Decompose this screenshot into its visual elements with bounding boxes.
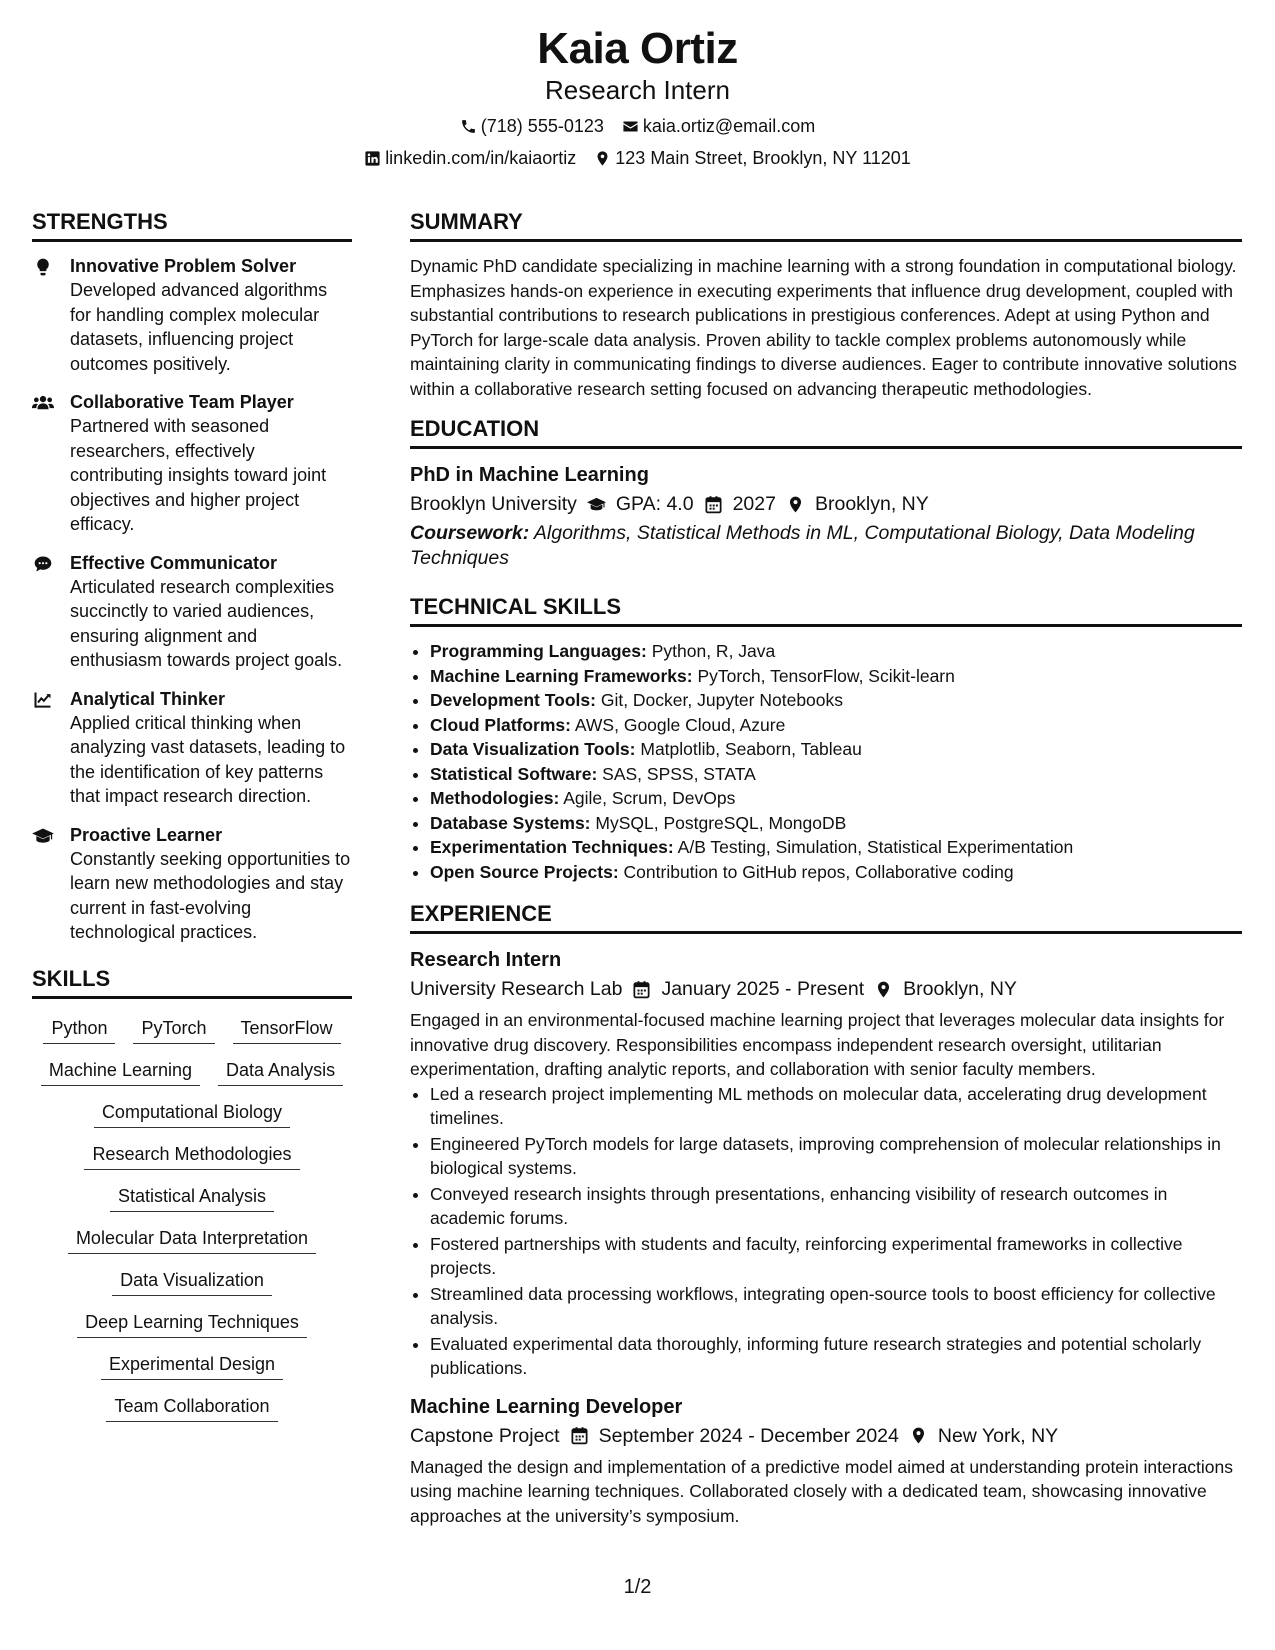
list-item: [430, 762, 1242, 787]
strength-title: Collaborative Team Player: [70, 392, 294, 412]
list-item: [430, 860, 1242, 885]
skill-category: Methodologies:: [430, 788, 560, 808]
technical-skills-heading: TECHNICAL SKILLS: [410, 593, 1242, 627]
school-name: Brooklyn University: [410, 493, 577, 515]
users-icon: [32, 390, 70, 537]
strength-item: [32, 687, 352, 809]
list-item: • Led a research project implementing ML methods on molecular data, accelerating drug development timelines.: [430, 1082, 1242, 1131]
right-column: [410, 208, 1242, 1536]
skill-tag: Statistical Analysis: [110, 1183, 274, 1212]
job-bullets: [410, 1082, 1242, 1381]
job-meta: [410, 974, 1242, 1004]
skill-tag: Data Visualization: [112, 1267, 272, 1296]
skill-values: Git, Docker, Jupyter Notebooks: [600, 690, 844, 710]
strength-description: Developed advanced algorithms for handling complex molecular datasets, influencing project outcomes positively.: [70, 280, 328, 374]
strengths-heading: STRENGTHS: [32, 208, 352, 242]
skill-category: Statistical Software:: [430, 763, 598, 784]
left-column: [32, 208, 352, 1422]
skill-category: Cloud Platforms:: [430, 714, 571, 735]
job-dates: January 2025 - Present: [661, 978, 865, 1000]
skill-values: AWS, Google Cloud, Azure: [574, 714, 786, 735]
coursework: [410, 521, 1242, 571]
list-item: [430, 713, 1242, 738]
strength-item: [32, 390, 352, 537]
strength-item: [32, 254, 352, 376]
summary-heading: SUMMARY: [410, 208, 1242, 242]
job-organization: Capstone Project: [410, 1424, 560, 1447]
list-item: • Streamlined data processing workflows, integrating open-source tools to boost efficiency for collective analysis.: [430, 1282, 1242, 1331]
skill-tag: Computational Biology: [94, 1099, 290, 1128]
technical-skills-list: [410, 639, 1242, 884]
skill-values: A/B Testing, Simulation, Statistical Experimentation: [677, 837, 1074, 857]
job-description: Engaged in an environmental-focused machine learning project that leverages molecular data insights for innovative drug discovery. Responsibilities encompass independent research oversight, utilitarian experimentation, drafting analytic reports, and collaboration with senior faculty members.: [410, 1010, 1225, 1079]
job-title: Machine Learning Developer: [410, 1395, 683, 1418]
strength-title: Proactive Learner: [70, 824, 223, 845]
skill-tag: Deep Learning Techniques: [77, 1309, 307, 1338]
skill-tag: Molecular Data Interpretation: [68, 1225, 316, 1254]
graduation-year: 2027: [732, 493, 776, 515]
page-number: 1/2: [623, 1576, 652, 1598]
linkedin-contact[interactable]: [364, 146, 576, 170]
skill-tag: Research Methodologies: [84, 1141, 299, 1170]
list-item: [430, 786, 1242, 811]
email-text[interactable]: kaia.ortiz@email.com: [642, 116, 816, 136]
skill-values: SAS, SPSS, STATA: [602, 763, 756, 784]
skill-tag: Machine Learning: [41, 1057, 200, 1086]
skill-category: Database Systems:: [430, 812, 591, 833]
resume-header: [0, 22, 1275, 170]
candidate-name: Kaia Ortiz: [537, 24, 738, 73]
list-item: [430, 664, 1242, 689]
contact-line-1: [0, 114, 1275, 138]
email-contact[interactable]: [622, 114, 815, 138]
strengths-list: [32, 254, 352, 945]
list-item: • Engineered PyTorch models for large datasets, improving comprehension of molecular relationships in biological systems.: [430, 1132, 1242, 1181]
list-item: • Evaluated experimental data thoroughly, informing future research strategies and potential scholarly publications.: [430, 1332, 1242, 1381]
list-item: [430, 737, 1242, 762]
linkedin-text[interactable]: linkedin.com/in/kaiaortiz: [385, 148, 577, 168]
skill-values: MySQL, PostgreSQL, MongoDB: [595, 812, 847, 833]
strength-item: [32, 551, 352, 673]
strength-title: Innovative Problem Solver: [70, 256, 297, 276]
phone-text: (718) 555-0123: [480, 116, 604, 136]
map-marker-icon: [786, 495, 805, 514]
skill-tag: Experimental Design: [101, 1351, 283, 1380]
coursework-list: Algorithms, Statistical Methods in ML, Computational Biology, Data Modeling Techniques: [410, 522, 1195, 569]
job-description: Managed the design and implementation of a predictive model aimed at understanding protein interactions using machine learning techniques. Collaborated closely with a dedicated team, showcasing innovative approaches at the university’s symposium.: [410, 1456, 1234, 1526]
calendar-icon: [570, 1426, 589, 1445]
skill-values: Python, R, Java: [651, 641, 776, 661]
map-marker-icon: [909, 1426, 928, 1445]
list-item: • Conveyed research insights through presentations, enhancing visibility of research outcomes in academic forums.: [430, 1182, 1242, 1231]
strength-description: Constantly seeking opportunities to learn new methodologies and stay current in fast-evolving technological practices.: [70, 848, 351, 942]
phone-icon: [460, 118, 477, 135]
graduation-cap-icon: [587, 495, 606, 514]
map-marker-icon: [594, 150, 611, 167]
skill-values: Contribution to GitHub repos, Collaborative coding: [623, 861, 1014, 882]
job-organization: University Research Lab: [410, 978, 623, 1000]
skill-category: Experimentation Techniques:: [430, 837, 674, 857]
summary-text: Dynamic PhD candidate specializing in machine learning with a strong foundation in computational biology. Emphasizes hands-on experience in executing experiments that influence drug development, coupled with substantial contributions to research publications in prestigious conferences. Adept at using Python and PyTorch for large-scale data analysis. Proven ability to tackle complex problems autonomously while maintaining clarity in communicating findings to diverse audiences. Eager to contribute innovative solutions within a collaborative research setting focused on advancing therapeutic methodologies.: [410, 256, 1237, 399]
skill-values: Agile, Scrum, DevOps: [563, 788, 736, 808]
list-item: • Fostered partnerships with students and faculty, reinforcing experimental frameworks in collective projects.: [430, 1232, 1242, 1281]
skills-heading: SKILLS: [32, 965, 352, 999]
contact-line-2: [0, 146, 1275, 170]
map-marker-icon: [874, 980, 893, 999]
strength-title: Effective Communicator: [70, 552, 278, 573]
address-text: 123 Main Street, Brooklyn, NY 11201: [615, 148, 911, 168]
job-dates: September 2024 - December 2024: [598, 1424, 899, 1447]
calendar-icon: [704, 495, 723, 514]
skill-tag: PyTorch: [133, 1015, 214, 1044]
skill-tag: Python: [43, 1015, 115, 1044]
skill-category: Programming Languages:: [430, 641, 647, 661]
skill-values: Matplotlib, Seaborn, Tableau: [640, 739, 862, 759]
gpa-text: GPA: 4.0: [615, 493, 694, 515]
strength-description: Partnered with seasoned researchers, effectively contributing insights toward joint objectives and higher project efficacy.: [70, 416, 327, 534]
lightbulb-icon: [32, 254, 70, 376]
strength-description: Applied critical thinking when analyzing vast datasets, leading to the identification of key patterns that impact research direction.: [70, 712, 346, 806]
job-location: New York, NY: [937, 1424, 1059, 1447]
education-meta: [410, 489, 1242, 519]
chart-line-icon: [32, 687, 70, 809]
education-location: Brooklyn, NY: [814, 493, 929, 515]
skill-category: Development Tools:: [430, 690, 596, 710]
address-contact: [594, 146, 911, 170]
list-item: [430, 639, 1242, 664]
coursework-label: Coursework:: [410, 522, 530, 544]
linkedin-icon: [364, 150, 381, 167]
graduation-cap-icon: [32, 823, 70, 945]
education-heading: EDUCATION: [410, 415, 1242, 449]
skill-values: PyTorch, TensorFlow, Scikit-learn: [697, 665, 955, 686]
comment-icon: [32, 551, 70, 673]
skill-tag: Team Collaboration: [106, 1393, 277, 1422]
envelope-icon: [622, 118, 639, 135]
job-title: Research Intern: [410, 949, 562, 971]
job-meta: [410, 1421, 1242, 1451]
calendar-icon: [632, 980, 651, 999]
skill-tag: TensorFlow: [233, 1015, 341, 1044]
strength-title: Analytical Thinker: [70, 688, 226, 709]
degree-title: PhD in Machine Learning: [410, 464, 649, 486]
list-item: [430, 811, 1242, 836]
phone-contact: [460, 114, 604, 138]
skills-tag-list: [32, 1011, 352, 1422]
list-item: [430, 688, 1242, 713]
experience-heading: EXPERIENCE: [410, 900, 1242, 934]
skill-tag: Data Analysis: [218, 1057, 343, 1086]
skill-category: Data Visualization Tools:: [430, 739, 636, 759]
strength-description: Articulated research complexities succinctly to varied audiences, ensuring alignment and enthusiasm towards project goals.: [70, 576, 343, 670]
skill-category: Open Source Projects:: [430, 861, 619, 882]
list-item: [430, 835, 1242, 860]
candidate-role: Research Intern: [545, 75, 730, 105]
job-location: Brooklyn, NY: [903, 978, 1017, 1000]
skill-category: Machine Learning Frameworks:: [430, 665, 693, 686]
strength-item: [32, 823, 352, 945]
